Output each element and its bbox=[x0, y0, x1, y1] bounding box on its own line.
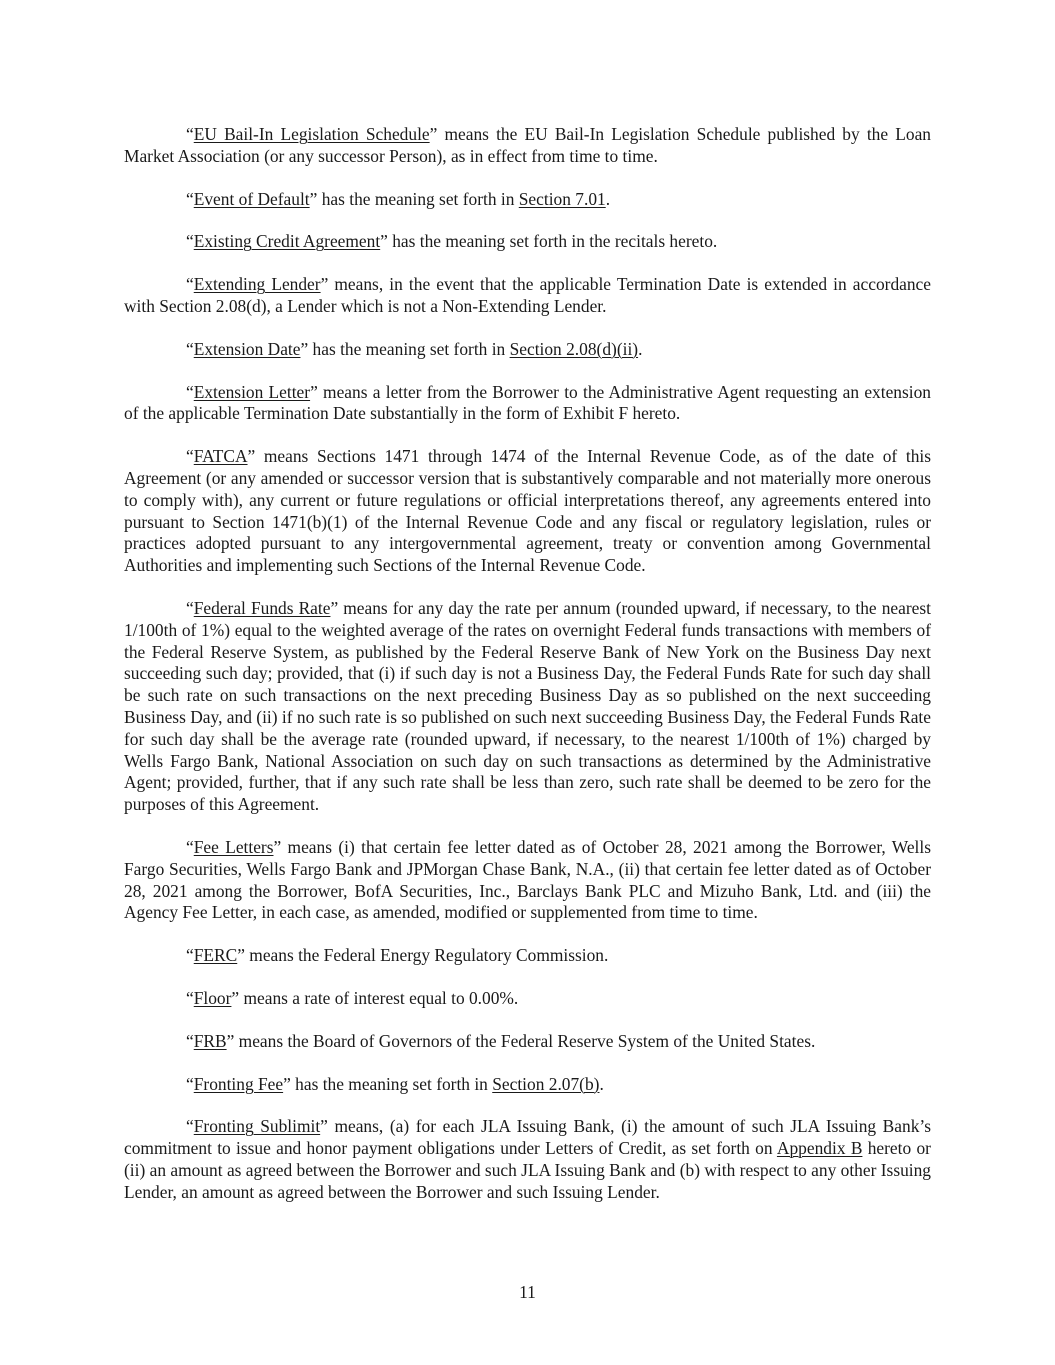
section-reference: Section 7.01 bbox=[518, 188, 606, 209]
defined-term: FATCA bbox=[193, 446, 248, 467]
definition-event-of-default: “Event of Default” has the meaning set forth in Section 7.01. bbox=[186, 188, 611, 209]
definition-existing-credit-agreement: “Existing Credit Agreement” has the meaning set forth in the recitals hereto. bbox=[186, 231, 718, 252]
definition-eu-bail-in-legislation-schedule: “EU Bail-In Legislation Schedule” means the EU Bail-In Legislation Schedule published by the Loan Market Association (or any successor Person), as in effect from time to time. bbox=[124, 124, 931, 166]
section-reference: Section 2.07(b) bbox=[492, 1073, 600, 1094]
defined-term: Event of Default bbox=[193, 188, 310, 209]
defined-term: Existing Credit Agreement bbox=[193, 231, 381, 252]
defined-term: Fronting Sublimit bbox=[193, 1116, 321, 1137]
definition-federal-funds-rate: “Federal Funds Rate” means for any day the rate per annum (rounded upward, if necessary, to the nearest 1/100th of 1%) equal to the weighted average of the rates on overnight Federal funds transactions with members of the Federal Reserve System, as published by the Federal Reserve Bank of New York on the Business Day next succeeding such day; provided, that (i) if such day is not a Business Day, the Federal Funds Rate for such day shall be such rate on such transactions on the next preceding Business Day as so published on the next succeeding Business Day, and (ii) if no such rate is so published on such next succeeding Business Day, the Federal Funds Rate for such day shall be the average rate (rounded upward, if necessary, to the nearest 1/100th of 1%) charged by Wells Fargo Bank, National Association on such day on such transactions as determined by the Administrative Agent; provided, further, that if any such rate shall be less than zero, such rate shall be deemed to be zero for the purposes of this Agreement. bbox=[124, 597, 931, 815]
appendix-reference: Appendix B bbox=[776, 1138, 863, 1159]
defined-term: Federal Funds Rate bbox=[193, 597, 331, 618]
defined-term: FERC bbox=[193, 945, 238, 966]
section-reference: Section 2.08(d)(ii) bbox=[509, 338, 639, 359]
definition-extending-lender: “Extending Lender” means, in the event that the applicable Termination Date is extended in accordance with Section 2.08(d), a Lender which is not a Non-Extending Lender. bbox=[124, 274, 931, 316]
definition-extension-date: “Extension Date” has the meaning set forth in Section 2.08(d)(ii). bbox=[186, 338, 643, 359]
definition-fee-letters: “Fee Letters” means (i) that certain fee letter dated as of October 28, 2021 among the Borrower, Wells Fargo Securities, Wells Fargo Bank and JPMorgan Chase Bank, N.A., (ii) that certain fee letter dated as of October 28, 2021 among the Borrower, BofA Securities, Inc., Barclays Bank PLC and Mizuho Bank, Ltd. and (iii) the Agency Fee Letter, in each case, as amended, modified or supplemented from time to time. bbox=[124, 836, 931, 923]
defined-term: Floor bbox=[193, 987, 232, 1008]
defined-term: Extending Lender bbox=[193, 274, 321, 295]
defined-term: Fee Letters bbox=[193, 836, 274, 857]
defined-term: Extension Date bbox=[193, 338, 301, 359]
defined-term: FRB bbox=[193, 1030, 227, 1051]
document-page bbox=[124, 124, 931, 1224]
definition-extension-letter: “Extension Letter” means a letter from the Borrower to the Administrative Agent requesting an extension of the applicable Termination Date substantially in the form of Exhibit F hereto. bbox=[124, 381, 931, 424]
defined-term: EU Bail-In Legislation Schedule bbox=[193, 124, 430, 144]
definition-fronting-sublimit: “Fronting Sublimit” means, (a) for each JLA Issuing Bank, (i) the amount of such JLA Issuing Bank’s commitment to issue and honor payment obligations under Letters of Credit, as set forth on Appendix B hereto or (ii) an amount as agreed between the Borrower and such JLA Issuing Bank and (b) with respect to any other Issuing Lender, an amount as agreed between the Borrower and such Issuing Lender. bbox=[124, 1116, 931, 1202]
definition-ferc: “FERC” means the Federal Energy Regulatory Commission. bbox=[186, 945, 609, 966]
defined-term: Fronting Fee bbox=[193, 1073, 284, 1094]
definition-fatca: “FATCA” means Sections 1471 through 1474 of the Internal Revenue Code, as of the date of this Agreement (or any amended or successor version that is substantively comparable and not materially more onerous to comply with), any current or future regulations or official interpretations thereof, any agreements entered into pursuant to Section 1471(b)(1) of the Internal Revenue Code and any fiscal or regulatory legislation, rules or practices adopted pursuant to any intergovernmental agreement, treaty or convention among Governmental Authorities and implementing such Sections of the Internal Revenue Code. bbox=[124, 446, 931, 576]
page-number: 11 bbox=[519, 1282, 536, 1302]
defined-term: Extension Letter bbox=[193, 381, 311, 402]
definition-floor: “Floor” means a rate of interest equal to 0.00%. bbox=[186, 987, 519, 1008]
definition-fronting-fee: “Fronting Fee” has the meaning set forth in Section 2.07(b). bbox=[186, 1073, 604, 1094]
definition-frb: “FRB” means the Board of Governors of the Federal Reserve System of the United States. bbox=[186, 1030, 816, 1051]
